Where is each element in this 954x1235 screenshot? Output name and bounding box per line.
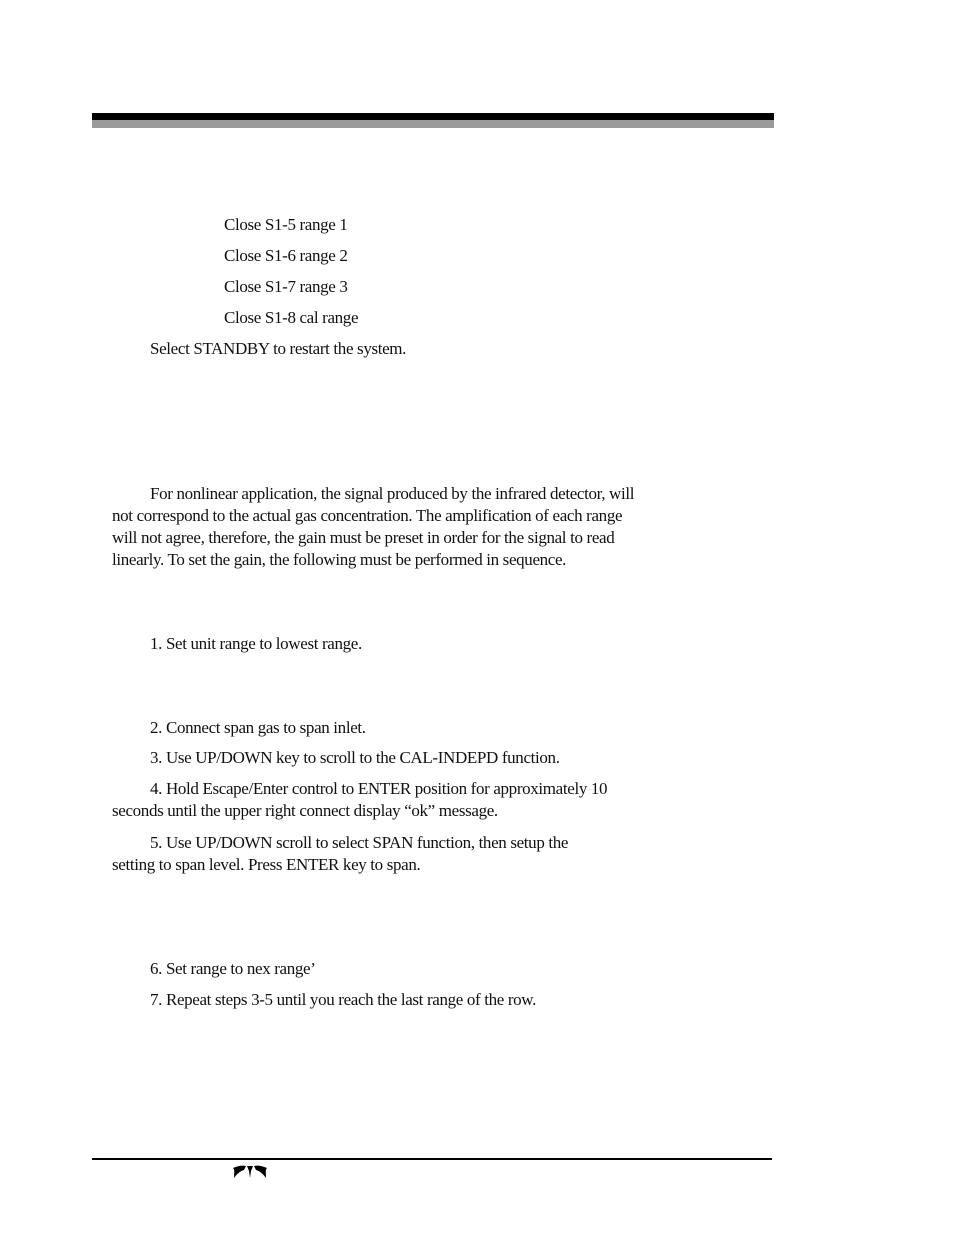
paragraph-line-2: not correspond to the actual gas concentration. The amplification of each range	[112, 506, 623, 525]
paragraph-line-1: For nonlinear application, the signal produced by the infrared detector, will	[150, 484, 635, 503]
footer-rule	[92, 1158, 772, 1160]
paragraph-line-4: linearly. To set the gain, the following must be performed in sequence.	[112, 550, 567, 569]
switch-item-1: Close S1-5 range 1	[224, 215, 348, 234]
step-5-line-2: setting to span level. Press ENTER key to span.	[112, 855, 421, 874]
paragraph-line-3: will not agree, therefore, the gain must be preset in order for the signal to read	[112, 528, 615, 547]
step-4-line-2: seconds until the upper right connect display “ok” message.	[112, 801, 498, 820]
teledyne-logo-icon	[232, 1162, 268, 1180]
step-7: 7. Repeat steps 3-5 until you reach the last range of the row.	[150, 990, 537, 1009]
switch-item-3: Close S1-7 range 3	[224, 277, 348, 296]
step-6: 6. Set range to nex range’	[150, 959, 316, 978]
standby-note: Select STANDBY to restart the system.	[150, 339, 407, 358]
switch-item-2: Close S1-6 range 2	[224, 246, 348, 265]
header-rule-shadow	[92, 120, 774, 128]
switch-item-4: Close S1-8 cal range	[224, 308, 359, 327]
step-3: 3. Use UP/DOWN key to scroll to the CAL-INDEPD function.	[150, 748, 560, 767]
header-rule	[92, 113, 774, 120]
step-2: 2. Connect span gas to span inlet.	[150, 718, 366, 737]
step-4-line-1: 4. Hold Escape/Enter control to ENTER position for approximately 10	[150, 779, 608, 798]
step-1: 1. Set unit range to lowest range.	[150, 634, 362, 653]
step-5-line-1: 5. Use UP/DOWN scroll to select SPAN function, then setup the	[150, 833, 569, 852]
